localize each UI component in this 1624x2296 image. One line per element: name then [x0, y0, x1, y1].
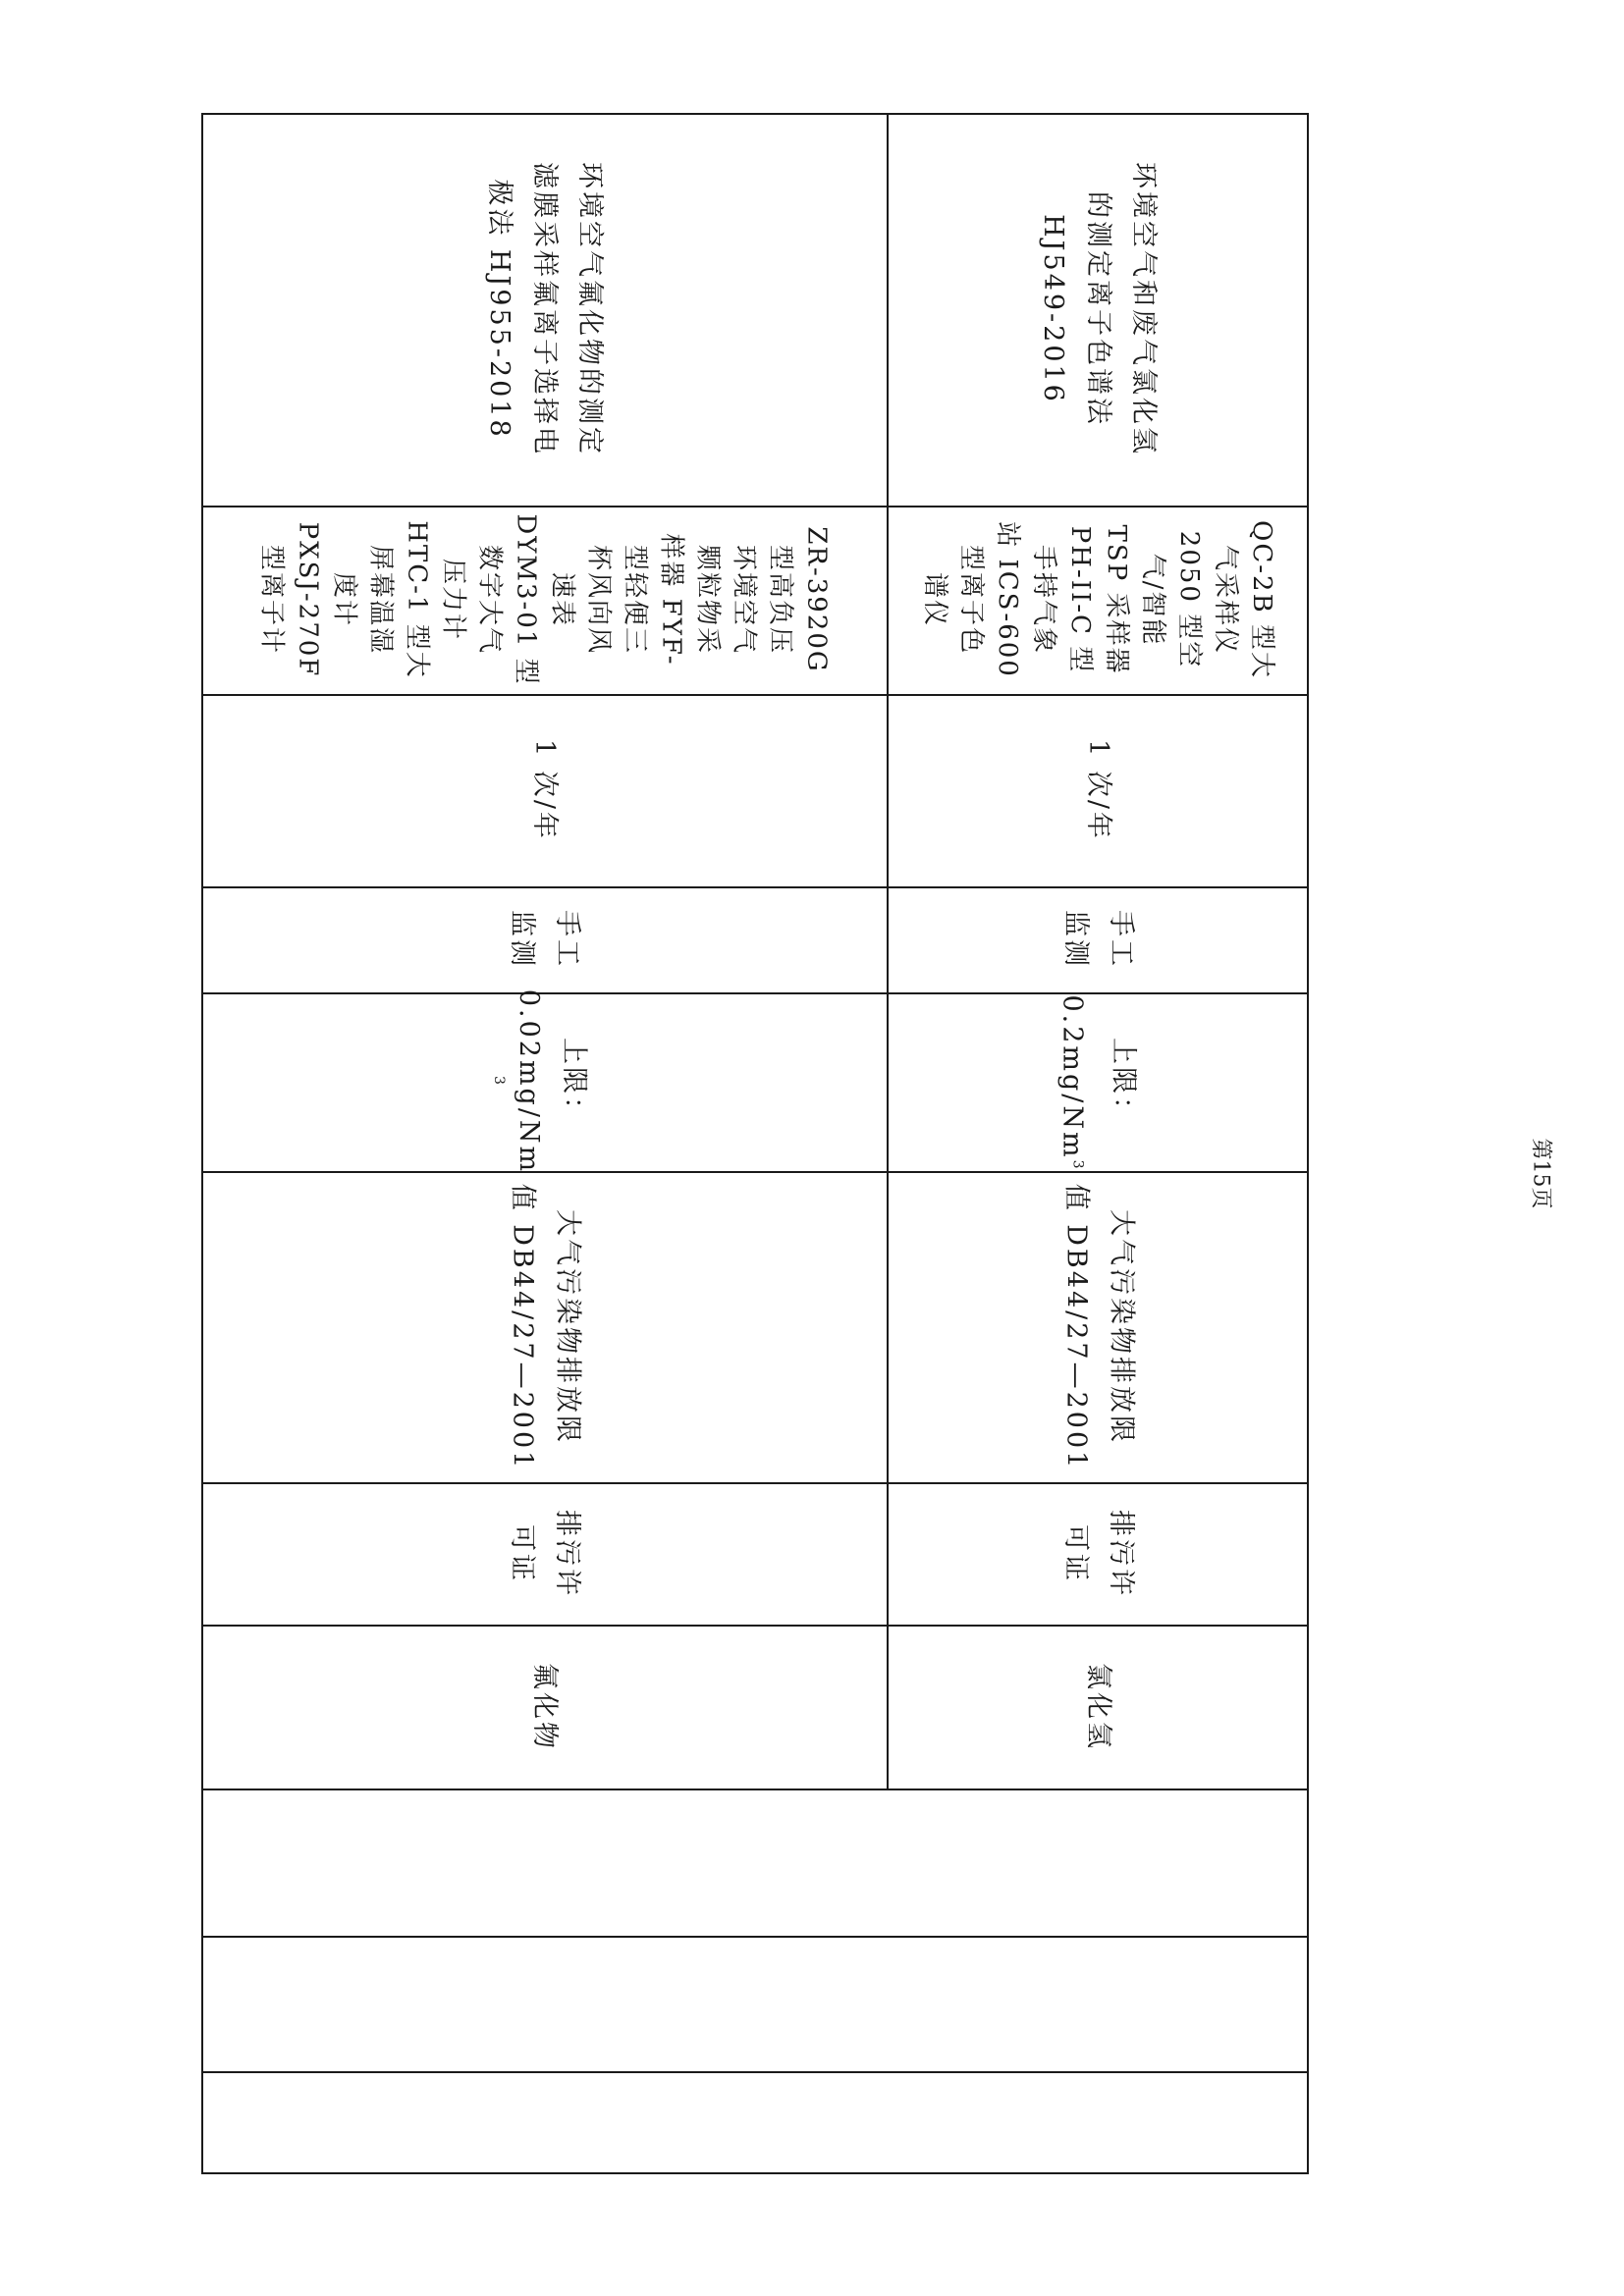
frequency: 1 次/年: [1082, 739, 1113, 841]
column-divider: [201, 1936, 1309, 1938]
column-divider: [201, 2071, 1309, 2073]
permit-cell: [201, 1482, 887, 1625]
monitoring-method: 手工 监测: [1060, 910, 1136, 969]
limit-cell: [201, 988, 887, 1175]
analysis-method: 环境空气氟化物的测定 滤膜采样氟离子选择电 极法 HJ955-2018: [484, 162, 605, 456]
pollutant-cell: [889, 1625, 1307, 1789]
standard-cell: [889, 1171, 1307, 1482]
analysis-method-cell: [201, 113, 887, 506]
analysis-method-cell: [889, 113, 1307, 506]
frequency-cell: [201, 694, 887, 886]
pollutant-cell: [201, 1625, 887, 1789]
standard-cell: [201, 1171, 887, 1482]
frequency-cell: [889, 694, 1307, 886]
limit-value: 上限： 0.02mg/Nm 3: [490, 988, 589, 1175]
table-border-right: [1307, 113, 1309, 2174]
frequency: 1 次/年: [528, 739, 560, 841]
limit-value: 上限： 0.2mg/Nm$^3$: [1056, 994, 1139, 1169]
analysis-method: 环境空气和废气氯化氢 的测定离子色谱法 HJ549-2016: [1038, 162, 1159, 456]
pollutant-name: 氟化物: [529, 1662, 560, 1751]
instruments-cell: [201, 506, 887, 694]
column-divider: [201, 1789, 1309, 1790]
limit-cell: [889, 992, 1307, 1171]
instruments-list: ZR-3920G 型高负压 环境空气 颗粒物采 样器 FYF- 型轻便三 杯风向风 速表 DYM3-01 型 数字大气 压力计 HTC-1 型大 屏幕温湿 度计 PXSJ-270F 型离子计: [257, 513, 832, 686]
emission-standard: 大气污染物排放限 值 DB44/27—2001: [507, 1183, 582, 1470]
pollutant-name: 氯化氢: [1083, 1662, 1113, 1751]
permit-source: 排污许 可证: [1060, 1509, 1136, 1598]
monitoring-method: 手工 监测: [507, 910, 582, 969]
table-border-bottom: [201, 2172, 1309, 2174]
instruments-cell: [889, 506, 1307, 694]
page-number: 第15页: [1528, 1138, 1553, 1209]
rotated-table: [201, 113, 1309, 2174]
method-cell: [201, 886, 887, 992]
instruments-list: QC-2B 型大 气采样仪 2050 型空 气/智能 TSP 采样器 PH-II-C 型 手持气象 站 ICS-600 型离子色 谱仪: [919, 520, 1276, 679]
permit-cell: [889, 1482, 1307, 1625]
method-cell: [889, 886, 1307, 992]
permit-source: 排污许 可证: [507, 1509, 582, 1598]
emission-standard: 大气污染物排放限 值 DB44/27—2001: [1060, 1183, 1136, 1470]
